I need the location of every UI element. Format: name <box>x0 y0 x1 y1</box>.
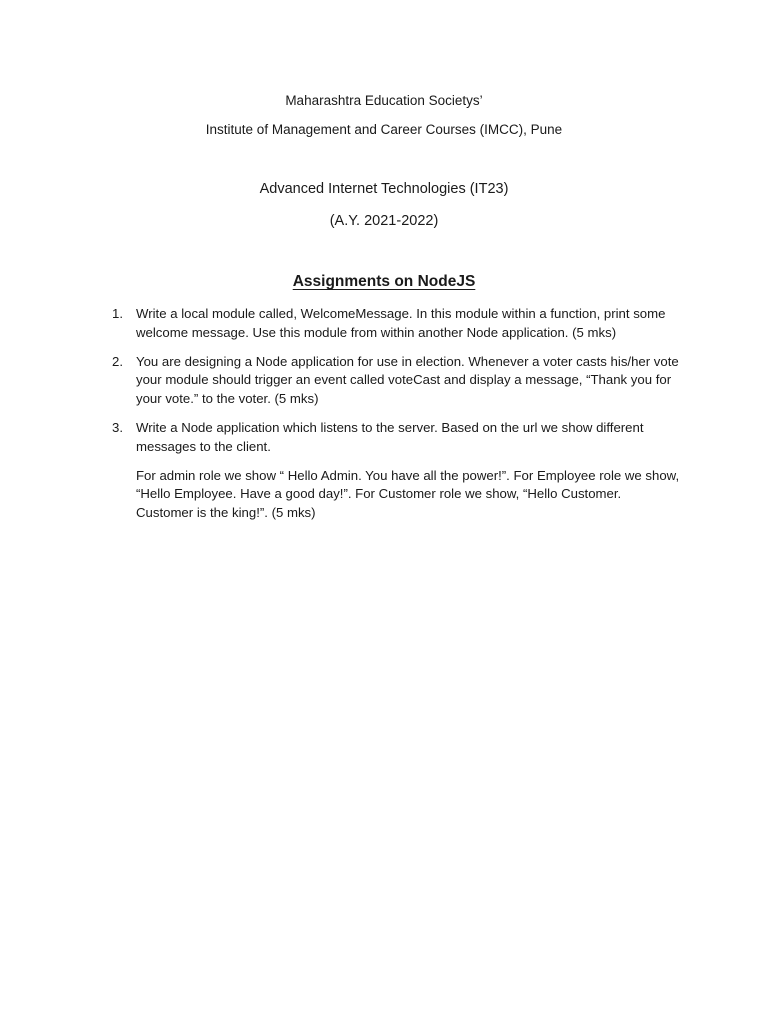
assignment-list <box>112 305 682 533</box>
society-name: Maharashtra Education Societys’ <box>285 93 483 108</box>
page-title-text: Assignments on NodeJS <box>292 273 476 290</box>
course-name: Advanced Internet Technologies (IT23) <box>259 181 509 197</box>
assignment-text: Write a Node application which listens to the server. Based on the url we show different messages to the client. <box>136 419 644 454</box>
assignment-text: Write a local module called, WelcomeMessage. In this module within a function, print some welcome message. Use this module from within another Node application. (5 mks) <box>136 306 666 340</box>
assignment-number: 3. <box>112 419 123 435</box>
assignment-number: 1. <box>112 306 123 321</box>
assignment-item-1 <box>112 305 682 343</box>
institute-name: Institute of Management and Career Courses (IMCC), Pune <box>205 122 563 137</box>
assignment-number: 2. <box>112 353 123 369</box>
assignment-item-2 <box>112 353 682 409</box>
assignment-text: You are designing a Node application for use in election. Whenever a voter casts his/her vote your module should trigger an event called voteCast and display a message, “Thank you for your vote.” to the voter. (5 mks) <box>136 353 679 407</box>
page-title <box>0 273 768 291</box>
assignment-extra-text: For admin role we show “ Hello Admin. You have all the power!”. For Employee role we show, “Hello Employee. Have a good day!”. For Customer role we show, “Hello Customer. Customer is the king!”. (5 mks) <box>136 467 680 521</box>
academic-year: (A.Y. 2021-2022) <box>329 213 439 229</box>
assignment-item-3 <box>112 419 682 523</box>
